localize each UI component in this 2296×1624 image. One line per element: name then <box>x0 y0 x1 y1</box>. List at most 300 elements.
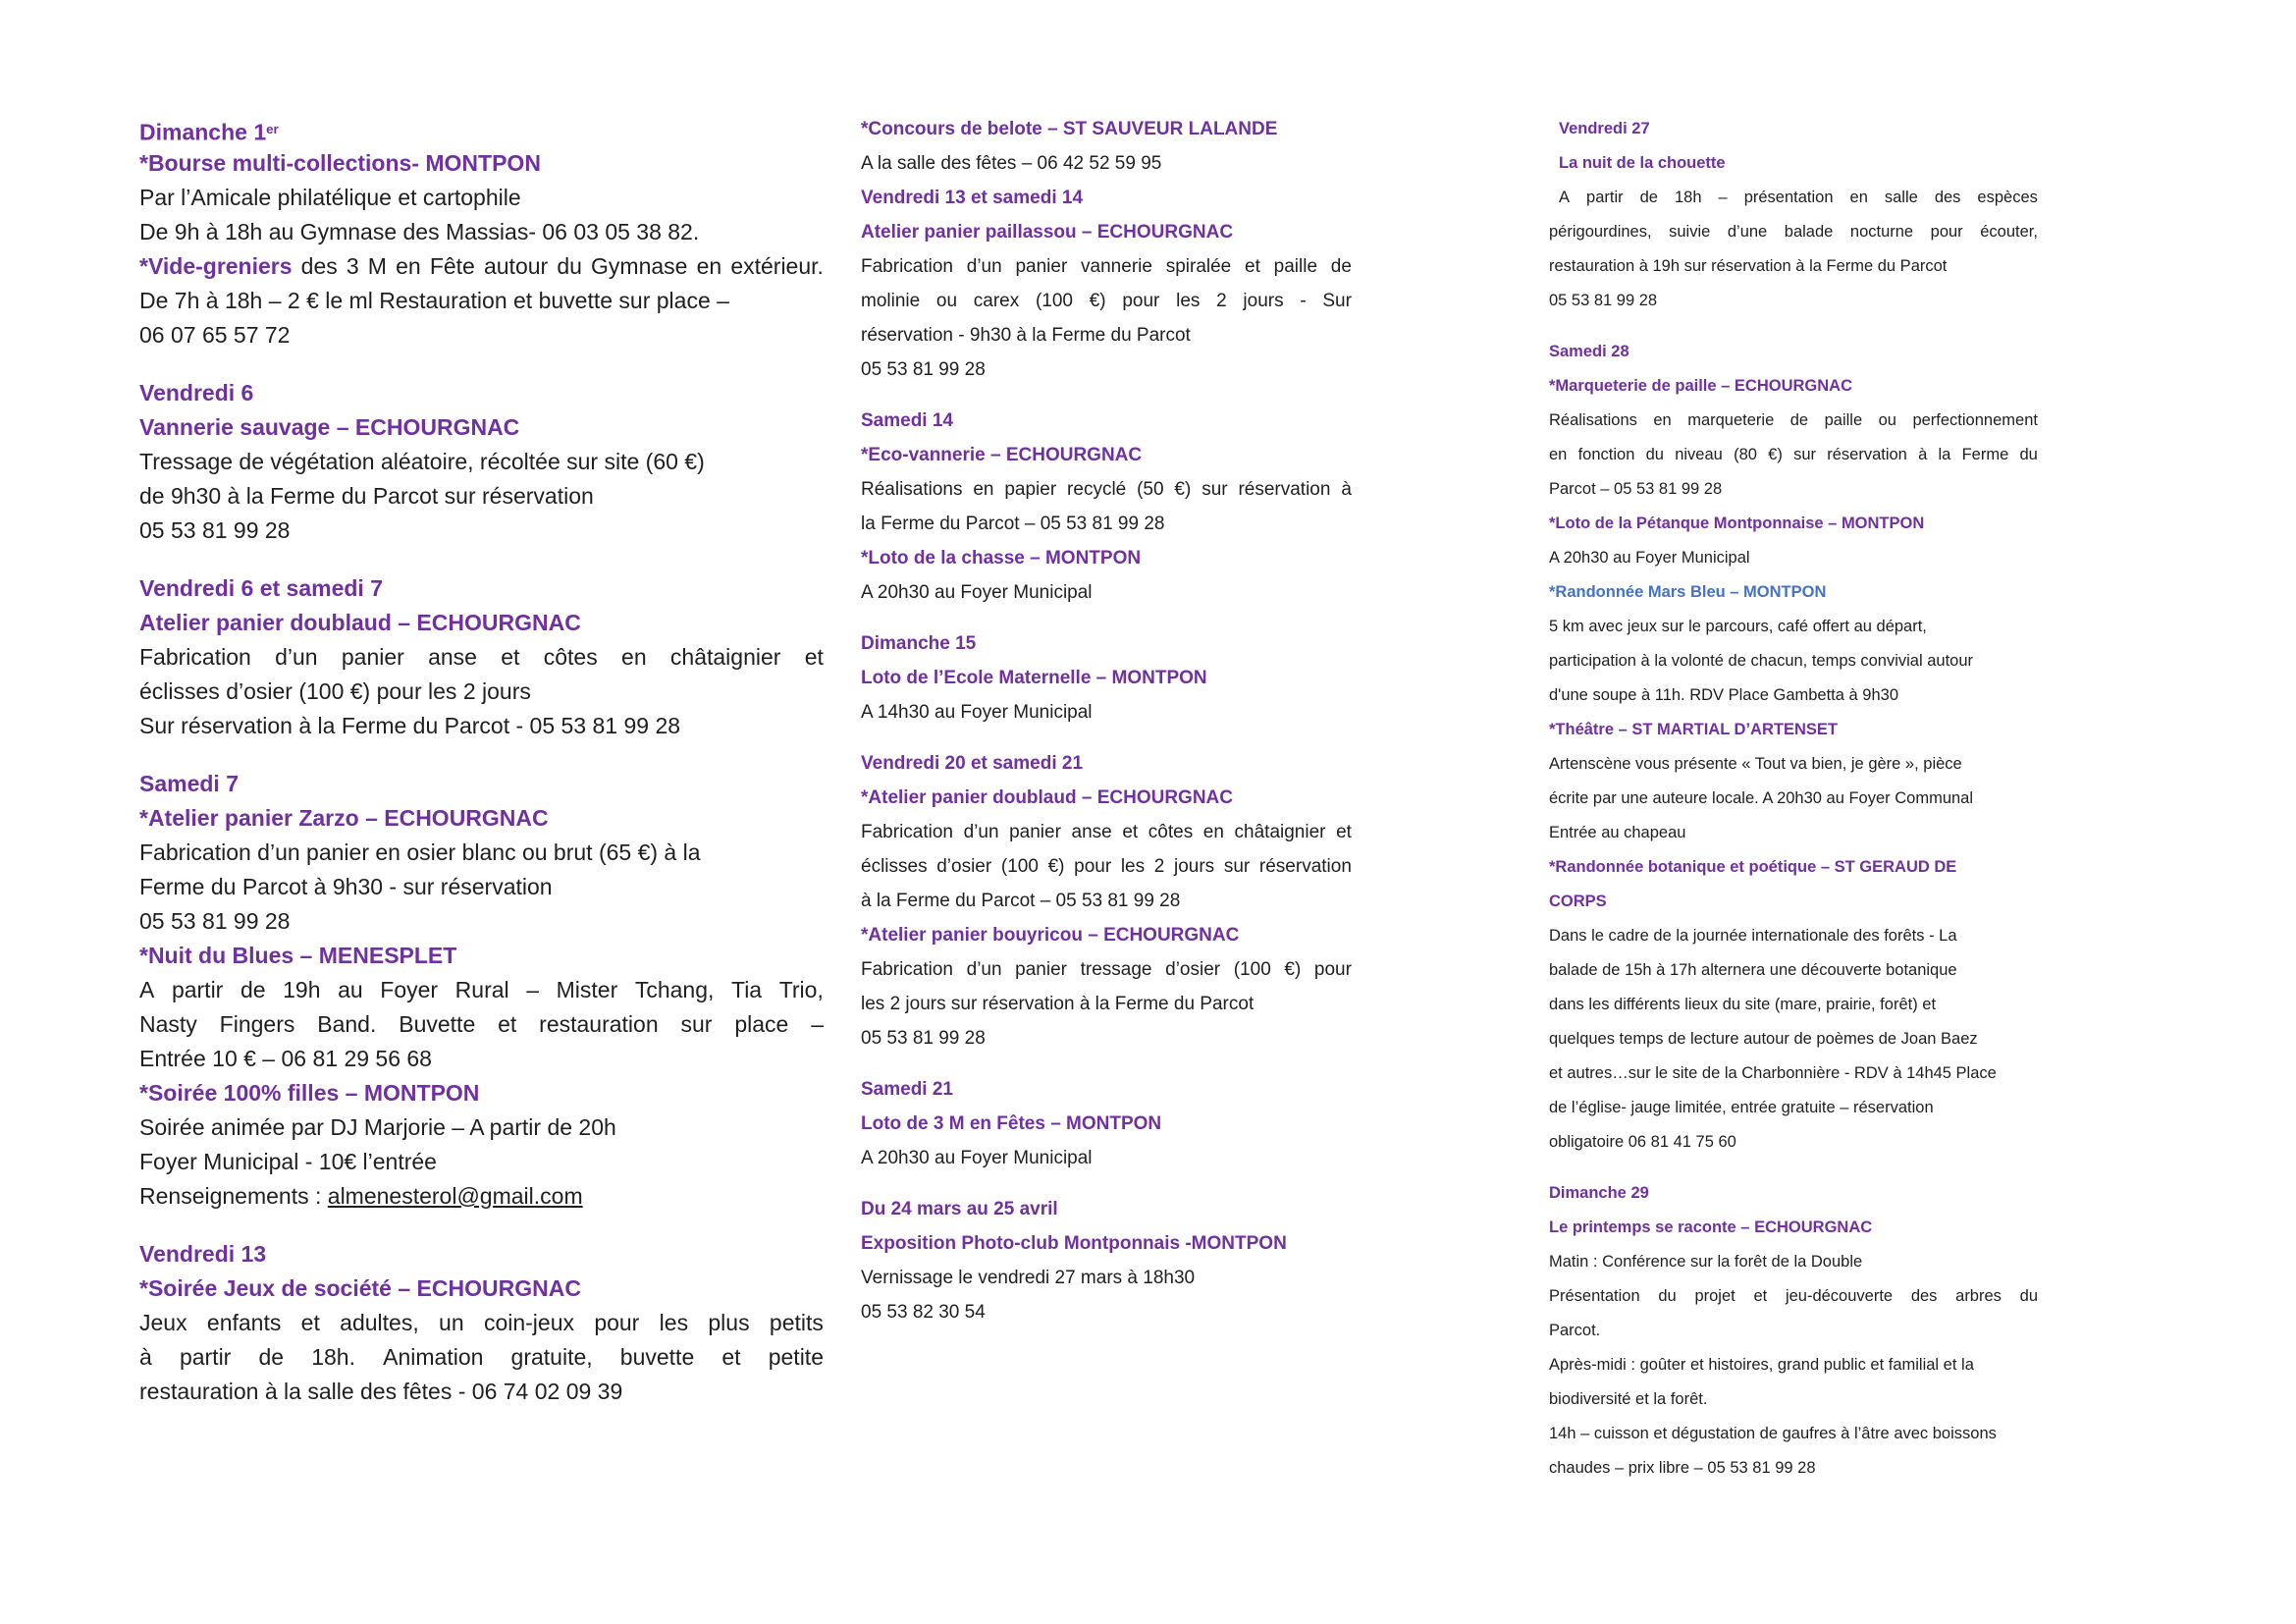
word: du <box>1658 1287 1677 1305</box>
word: les <box>1120 856 1146 877</box>
word: ou <box>935 291 958 311</box>
word: à <box>1918 446 1928 463</box>
word: réservation <box>1827 446 1907 463</box>
text-line <box>1549 1314 2038 1348</box>
word: de <box>240 977 266 1002</box>
text-line <box>1549 1245 2038 1279</box>
text-span: *Atelier panier doublaud – ECHOURGNAC <box>861 787 1233 808</box>
heading-line <box>861 112 1352 146</box>
word: d’une <box>1727 223 1768 241</box>
word: pour <box>1074 856 1112 877</box>
word: des <box>1910 1287 1938 1305</box>
word: du <box>2019 446 2038 463</box>
text-span: *Marqueterie de paille – ECHOURGNAC <box>1549 377 1852 395</box>
word: pour <box>1930 223 1963 241</box>
text-span: er <box>266 122 279 136</box>
text-span: Soirée animée par DJ Marjorie – A partir de 20h <box>139 1114 616 1140</box>
event-section <box>861 626 1352 730</box>
text-span: A 20h30 au Foyer Municipal <box>861 582 1093 603</box>
word: A <box>1559 189 1571 206</box>
heading-line <box>861 918 1352 952</box>
text-span: de 9h30 à la Ferme du Parcot sur réservation <box>139 483 594 509</box>
text-line <box>1549 1091 2038 1125</box>
event-section <box>139 571 824 743</box>
text-span: 05 53 81 99 28 <box>139 517 291 543</box>
text-line <box>139 836 824 870</box>
word: et <box>1336 822 1352 842</box>
text-line <box>861 695 1352 730</box>
text-span: Vendredi 27 <box>1559 120 1650 137</box>
text-line <box>861 987 1352 1021</box>
text-span: *Loto de la Pétanque Montponnaise – MONTPON <box>1549 514 1925 532</box>
word: extérieur. <box>730 253 824 279</box>
word: €) <box>1047 856 1065 877</box>
word: balade <box>1784 223 1834 241</box>
text-span: Dimanche 29 <box>1549 1184 1649 1202</box>
text-span: Samedi 28 <box>1549 343 1629 360</box>
text-line <box>861 318 1352 352</box>
heading-line <box>139 1237 824 1272</box>
heading-line <box>1549 885 2038 919</box>
word: jeu-découverte <box>1785 1287 1894 1305</box>
heading-line <box>1549 1211 2038 1245</box>
word: 2 <box>1153 856 1165 877</box>
word: d’osier <box>1165 959 1221 980</box>
text-span: et autres…sur le site de la Charbonnière - RDV à 14h45 Place <box>1549 1064 1997 1082</box>
text-span: *Atelier panier Zarzo – ECHOURGNAC <box>139 805 549 831</box>
word: jours <box>1243 291 1284 311</box>
column-2 <box>861 112 1352 1329</box>
word: ou <box>1878 411 1896 429</box>
text-span: Samedi 14 <box>861 410 953 431</box>
text-line <box>139 1007 824 1042</box>
text-line <box>139 1145 824 1179</box>
text-line <box>1549 249 2038 284</box>
word: d’un <box>963 822 999 842</box>
heading-line <box>1549 575 2038 610</box>
word: 18h. <box>311 1344 355 1370</box>
text-line <box>1549 953 2038 988</box>
word: panier <box>1009 822 1061 842</box>
word: M <box>367 253 387 279</box>
text-line <box>1549 284 2038 318</box>
heading-line <box>139 1272 824 1306</box>
word: panier <box>341 644 404 670</box>
word: enfants <box>206 1310 282 1335</box>
text-line <box>1549 1348 2038 1382</box>
heading-line <box>139 249 824 284</box>
word: – <box>1718 189 1728 206</box>
text-line <box>139 479 824 514</box>
text-span: Vendredi 6 et samedi 7 <box>139 575 384 601</box>
text-span: La nuit de la chouette <box>1559 154 1726 172</box>
text-span: réservation - 9h30 à la Ferme du Parcot <box>861 325 1191 346</box>
text-span: Ferme du Parcot à 9h30 - sur réservation <box>139 874 553 899</box>
word: éclisses <box>861 856 928 877</box>
text-line <box>1549 816 2038 850</box>
text-line <box>139 870 824 904</box>
text-span: A 20h30 au Foyer Municipal <box>1549 549 1750 567</box>
word: adultes, <box>340 1310 419 1335</box>
text-line <box>139 709 824 743</box>
text-line <box>861 352 1352 387</box>
word: €) <box>1284 959 1302 980</box>
text-span: Atelier panier paillassou – ECHOURGNAC <box>861 222 1234 243</box>
text-line <box>1549 1056 2038 1091</box>
text-line <box>139 1179 824 1214</box>
word: Fingers <box>219 1011 295 1037</box>
word: tressage <box>1080 959 1152 980</box>
word: Tchang, <box>634 977 715 1002</box>
text-line <box>1549 1451 2038 1486</box>
word: présentation <box>1743 189 1834 206</box>
heading-line <box>861 404 1352 438</box>
word: en <box>1849 189 1868 206</box>
word: en <box>621 644 647 670</box>
word: en <box>1549 446 1568 463</box>
text-span: 05 53 81 99 28 <box>1549 292 1658 309</box>
text-span: *Soirée Jeux de société – ECHOURGNAC <box>139 1275 581 1301</box>
text-span: Samedi 21 <box>861 1079 953 1100</box>
word: en <box>973 479 994 500</box>
text-span: Entrée au chapeau <box>1549 824 1686 841</box>
word: partir <box>171 977 224 1002</box>
event-section <box>1549 1176 2038 1486</box>
text-line <box>1549 1417 2038 1451</box>
event-section <box>861 112 1352 387</box>
email-link[interactable]: almenesterol@gmail.com <box>327 1183 583 1209</box>
text-span: Vernissage le vendredi 27 mars à 18h30 <box>861 1268 1196 1288</box>
word: paille <box>1273 256 1318 277</box>
word: les <box>659 1310 689 1335</box>
text-span: *Eco-vannerie – ECHOURGNAC <box>861 445 1143 465</box>
word: Fabrication <box>861 822 953 842</box>
word: Animation <box>383 1344 484 1370</box>
word: partir <box>1586 189 1624 206</box>
word: Sur <box>1322 291 1352 311</box>
text-span: Atelier panier doublaud – ECHOURGNAC <box>139 610 581 635</box>
word: projet <box>1694 1287 1735 1305</box>
text-span: Tressage de végétation aléatoire, récoltée sur site (60 €) <box>139 449 705 474</box>
text-span: d'une soupe à 11h. RDV Place Gambetta à 9h30 <box>1549 686 1898 704</box>
text-span: Vendredi 6 <box>139 380 254 406</box>
event-section <box>139 767 824 1214</box>
word: du <box>2019 1287 2038 1305</box>
text-span: biodiversité et la forêt. <box>1549 1390 1708 1408</box>
text-span: balade de 15h à 17h alternera une découverte botanique <box>1549 961 1957 979</box>
word: d’un <box>966 959 1002 980</box>
word: – <box>526 977 540 1002</box>
text-span: De 9h à 18h au Gymnase des Massias- 06 03 05 38 82. <box>139 219 700 244</box>
heading-line <box>861 661 1352 695</box>
heading-line <box>861 626 1352 661</box>
word: panier <box>1015 959 1067 980</box>
text-span: A 20h30 au Foyer Municipal <box>861 1148 1093 1168</box>
text-line <box>139 1375 824 1409</box>
text-span: Vannerie sauvage – ECHOURGNAC <box>139 414 520 440</box>
word: sur <box>1793 446 1816 463</box>
text-line <box>1549 988 2038 1022</box>
word: €) <box>1174 479 1192 500</box>
heading-line <box>139 112 824 146</box>
word: et <box>721 1344 741 1370</box>
word: Ferme <box>1961 446 2009 463</box>
word: Fabrication <box>139 644 251 670</box>
text-line <box>139 181 824 215</box>
word: nocturne <box>1849 223 1914 241</box>
word: Présentation <box>1549 1287 1640 1305</box>
event-section <box>139 376 824 548</box>
word: réservation <box>1238 479 1331 500</box>
word: en <box>1653 411 1672 429</box>
word: marqueterie <box>1687 411 1775 429</box>
heading-line <box>139 767 824 801</box>
word: Nasty <box>139 1011 197 1037</box>
word: partir <box>179 1344 232 1370</box>
text-span: A 14h30 au Foyer Municipal <box>861 702 1093 723</box>
heading-line <box>861 1107 1352 1141</box>
text-span: Parcot – 05 53 81 99 28 <box>1549 480 1723 498</box>
text-line <box>1549 438 2038 472</box>
word: salle <box>1884 189 1918 206</box>
text-span: Vendredi 13 <box>139 1241 267 1267</box>
text-line <box>139 284 824 318</box>
text-span: 05 53 81 99 28 <box>861 359 986 380</box>
word: châtaignier <box>669 644 781 670</box>
text-span: Renseignements : <box>139 1183 328 1209</box>
heading-line <box>861 181 1352 215</box>
word: de <box>258 1344 285 1370</box>
text-line <box>861 849 1352 884</box>
text-line <box>1549 678 2038 713</box>
word: et <box>1122 822 1139 842</box>
heading-line <box>1549 713 2038 747</box>
column-1 <box>139 112 824 1409</box>
word: Réalisations <box>861 479 963 500</box>
text-span: *Théâtre – ST MARTIAL D’ARTENSET <box>1549 721 1838 738</box>
text-span: *Concours de belote – ST SAUVEUR LALANDE <box>861 119 1278 139</box>
text-line <box>861 507 1352 541</box>
text-span: éclisses d’osier (100 €) pour les 2 jours <box>139 678 531 704</box>
text-line <box>139 445 824 479</box>
text-span: 14h – cuisson et dégustation de gaufres à l’âtre avec boissons <box>1549 1425 1997 1442</box>
text-span: De 7h à 18h – 2 € le ml Restauration et buvette sur place – <box>139 288 729 313</box>
text-span: Exposition Photo-club Montponnais -MONTPON <box>861 1233 1287 1254</box>
word: les <box>1176 291 1201 311</box>
text-span: Le printemps se raconte – ECHOURGNAC <box>1549 1218 1873 1236</box>
word: (100 <box>1035 291 1073 311</box>
text-span: Artenscène vous présente « Tout va bien, je gère », pièce <box>1549 755 1962 773</box>
heading-line <box>861 746 1352 781</box>
text-span: restauration à la salle des fêtes - 06 74 02 09 39 <box>139 1379 623 1404</box>
event-section <box>139 112 824 352</box>
text-span: écrite par une auteure locale. A 20h30 au Foyer Communal <box>1549 789 1974 807</box>
word: Mister <box>556 977 618 1002</box>
text-span: de l’église- jauge limitée, entrée gratuite – réservation <box>1549 1099 1934 1116</box>
text-line <box>139 514 824 548</box>
word: de <box>1789 411 1809 429</box>
text-span: 05 53 82 30 54 <box>861 1302 986 1323</box>
text-line <box>1549 472 2038 507</box>
event-section <box>861 1192 1352 1329</box>
text-span: *Bourse multi-collections- MONTPON <box>139 150 541 176</box>
text-span: 05 53 81 99 28 <box>139 908 291 934</box>
word: à <box>139 1344 152 1370</box>
heading-line <box>861 1192 1352 1226</box>
event-section <box>1549 335 2038 1160</box>
heading-line <box>139 939 824 973</box>
word: un <box>439 1310 464 1335</box>
word: de <box>1330 256 1352 277</box>
word: Foyer <box>380 977 439 1002</box>
word: *Vide-greniers <box>139 253 293 279</box>
text-line <box>1549 1382 2038 1417</box>
word: d’osier <box>936 856 992 877</box>
word: pour <box>1122 291 1160 311</box>
text-line <box>139 215 824 249</box>
text-span: chaudes – prix libre – 05 53 81 99 28 <box>1549 1459 1816 1477</box>
word: A <box>139 977 155 1002</box>
word: et <box>804 644 824 670</box>
word: et <box>1753 1287 1768 1305</box>
text-line <box>861 952 1352 987</box>
text-span: Vendredi 20 et samedi 21 <box>861 753 1084 774</box>
word: pour <box>1313 959 1352 980</box>
text-span: *Soirée 100% filles – MONTPON <box>139 1080 480 1106</box>
text-line <box>861 1141 1352 1175</box>
heading-line <box>861 1072 1352 1107</box>
word: et <box>498 1011 517 1037</box>
word: fonction <box>1577 446 1635 463</box>
text-line <box>1549 541 2038 575</box>
word: Fabrication <box>861 256 953 277</box>
word: carex <box>973 291 1020 311</box>
word: place <box>734 1011 789 1037</box>
text-span: Vendredi 13 et samedi 14 <box>861 188 1084 208</box>
word: Trio, <box>778 977 824 1002</box>
word: Band. <box>317 1011 377 1037</box>
text-line <box>139 1042 824 1076</box>
word: à <box>1341 479 1352 500</box>
word: Gymnase <box>591 253 688 279</box>
heading-line <box>1549 146 2038 181</box>
text-span: à la Ferme du Parcot – 05 53 81 99 28 <box>861 891 1181 911</box>
word: - <box>1300 291 1307 311</box>
word: 18h <box>1674 189 1702 206</box>
word: Tia <box>731 977 763 1002</box>
event-section <box>861 404 1352 610</box>
word: côtes <box>1148 822 1194 842</box>
text-span: Par l’Amicale philatélique et cartophile <box>139 185 521 210</box>
word: écouter, <box>1980 223 2038 241</box>
word: d’un <box>966 256 1002 277</box>
word: perfectionnement <box>1912 411 2038 429</box>
text-line <box>139 318 824 352</box>
text-line <box>1549 610 2038 644</box>
word: sur <box>1201 479 1228 500</box>
text-span: *Randonnée Mars Bleu – MONTPON <box>1549 583 1827 601</box>
text-span: quelques temps de lecture autour de poèmes de Joan Baez <box>1549 1030 1978 1048</box>
heading-line <box>139 410 824 445</box>
word: panier <box>1015 256 1068 277</box>
heading-line <box>1549 1176 2038 1211</box>
word: au <box>338 977 363 1002</box>
word: arbres <box>1955 1287 2002 1305</box>
heading-line <box>139 801 824 836</box>
word: anse <box>428 644 477 670</box>
heading-line <box>139 571 824 606</box>
text-span: Dimanche 1 <box>139 119 267 145</box>
word: pour <box>594 1310 640 1335</box>
text-line <box>1549 404 2038 438</box>
text-span: Matin : Conférence sur la forêt de la Double <box>1549 1253 1863 1271</box>
text-span: dans les différents lieux du site (mare, prairie, forêt) et <box>1549 996 1937 1013</box>
text-span: Loto de 3 M en Fêtes – MONTPON <box>861 1113 1162 1134</box>
word: du <box>557 253 582 279</box>
word: et <box>300 1310 320 1335</box>
word: vannerie <box>1081 256 1152 277</box>
text-span: 05 53 81 99 28 <box>861 1028 986 1049</box>
event-section <box>861 746 1352 1056</box>
text-span: Samedi 7 <box>139 771 239 796</box>
word: buvette <box>619 1344 695 1370</box>
word: réservation <box>1258 856 1352 877</box>
heading-line <box>861 215 1352 249</box>
word: en <box>696 253 722 279</box>
word: €) <box>1089 291 1106 311</box>
word: paille <box>1824 411 1863 429</box>
text-span: Foyer Municipal - 10€ l’entrée <box>139 1149 437 1174</box>
heading-line <box>861 1226 1352 1261</box>
text-span: 06 07 65 57 72 <box>139 322 291 348</box>
word: spiralée <box>1165 256 1232 277</box>
text-span: *Atelier panier bouyricou – ECHOURGNAC <box>861 925 1240 946</box>
heading-line <box>1549 369 2038 404</box>
text-line <box>1549 1022 2038 1056</box>
word: petits <box>769 1310 824 1335</box>
word: en <box>1202 822 1224 842</box>
text-span: restauration à 19h sur réservation à la Ferme du Parcot <box>1549 257 1948 275</box>
text-line <box>139 675 824 709</box>
text-span: Parcot. <box>1549 1322 1601 1339</box>
text-span: Loto de l’Ecole Maternelle – MONTPON <box>861 668 1207 688</box>
word: Fabrication <box>861 959 953 980</box>
word: – <box>811 1011 824 1037</box>
word: niveau <box>1675 446 1723 463</box>
word: et <box>1245 256 1260 277</box>
word: (100 <box>1000 856 1039 877</box>
word: gratuite, <box>510 1344 593 1370</box>
word: et <box>501 644 520 670</box>
word: molinie <box>861 291 921 311</box>
text-line <box>861 575 1352 610</box>
word: (80 <box>1734 446 1757 463</box>
text-span: A la salle des fêtes – 06 42 52 59 95 <box>861 153 1162 174</box>
text-line <box>1549 1279 2038 1314</box>
text-span: Fabrication d’un panier en osier blanc ou brut (65 €) à la <box>139 839 701 865</box>
text-span: CORPS <box>1549 893 1607 910</box>
heading-line <box>139 606 824 640</box>
word: 3 <box>346 253 359 279</box>
word: restauration <box>539 1011 659 1037</box>
word: suivie <box>1669 223 1711 241</box>
text-span: participation à la volonté de chacun, temps convivial autour <box>1549 652 1974 670</box>
word: des <box>300 253 338 279</box>
text-line <box>861 1295 1352 1329</box>
word: €) <box>1768 446 1783 463</box>
word: Rural <box>454 977 509 1002</box>
word: Jeux <box>139 1310 187 1335</box>
